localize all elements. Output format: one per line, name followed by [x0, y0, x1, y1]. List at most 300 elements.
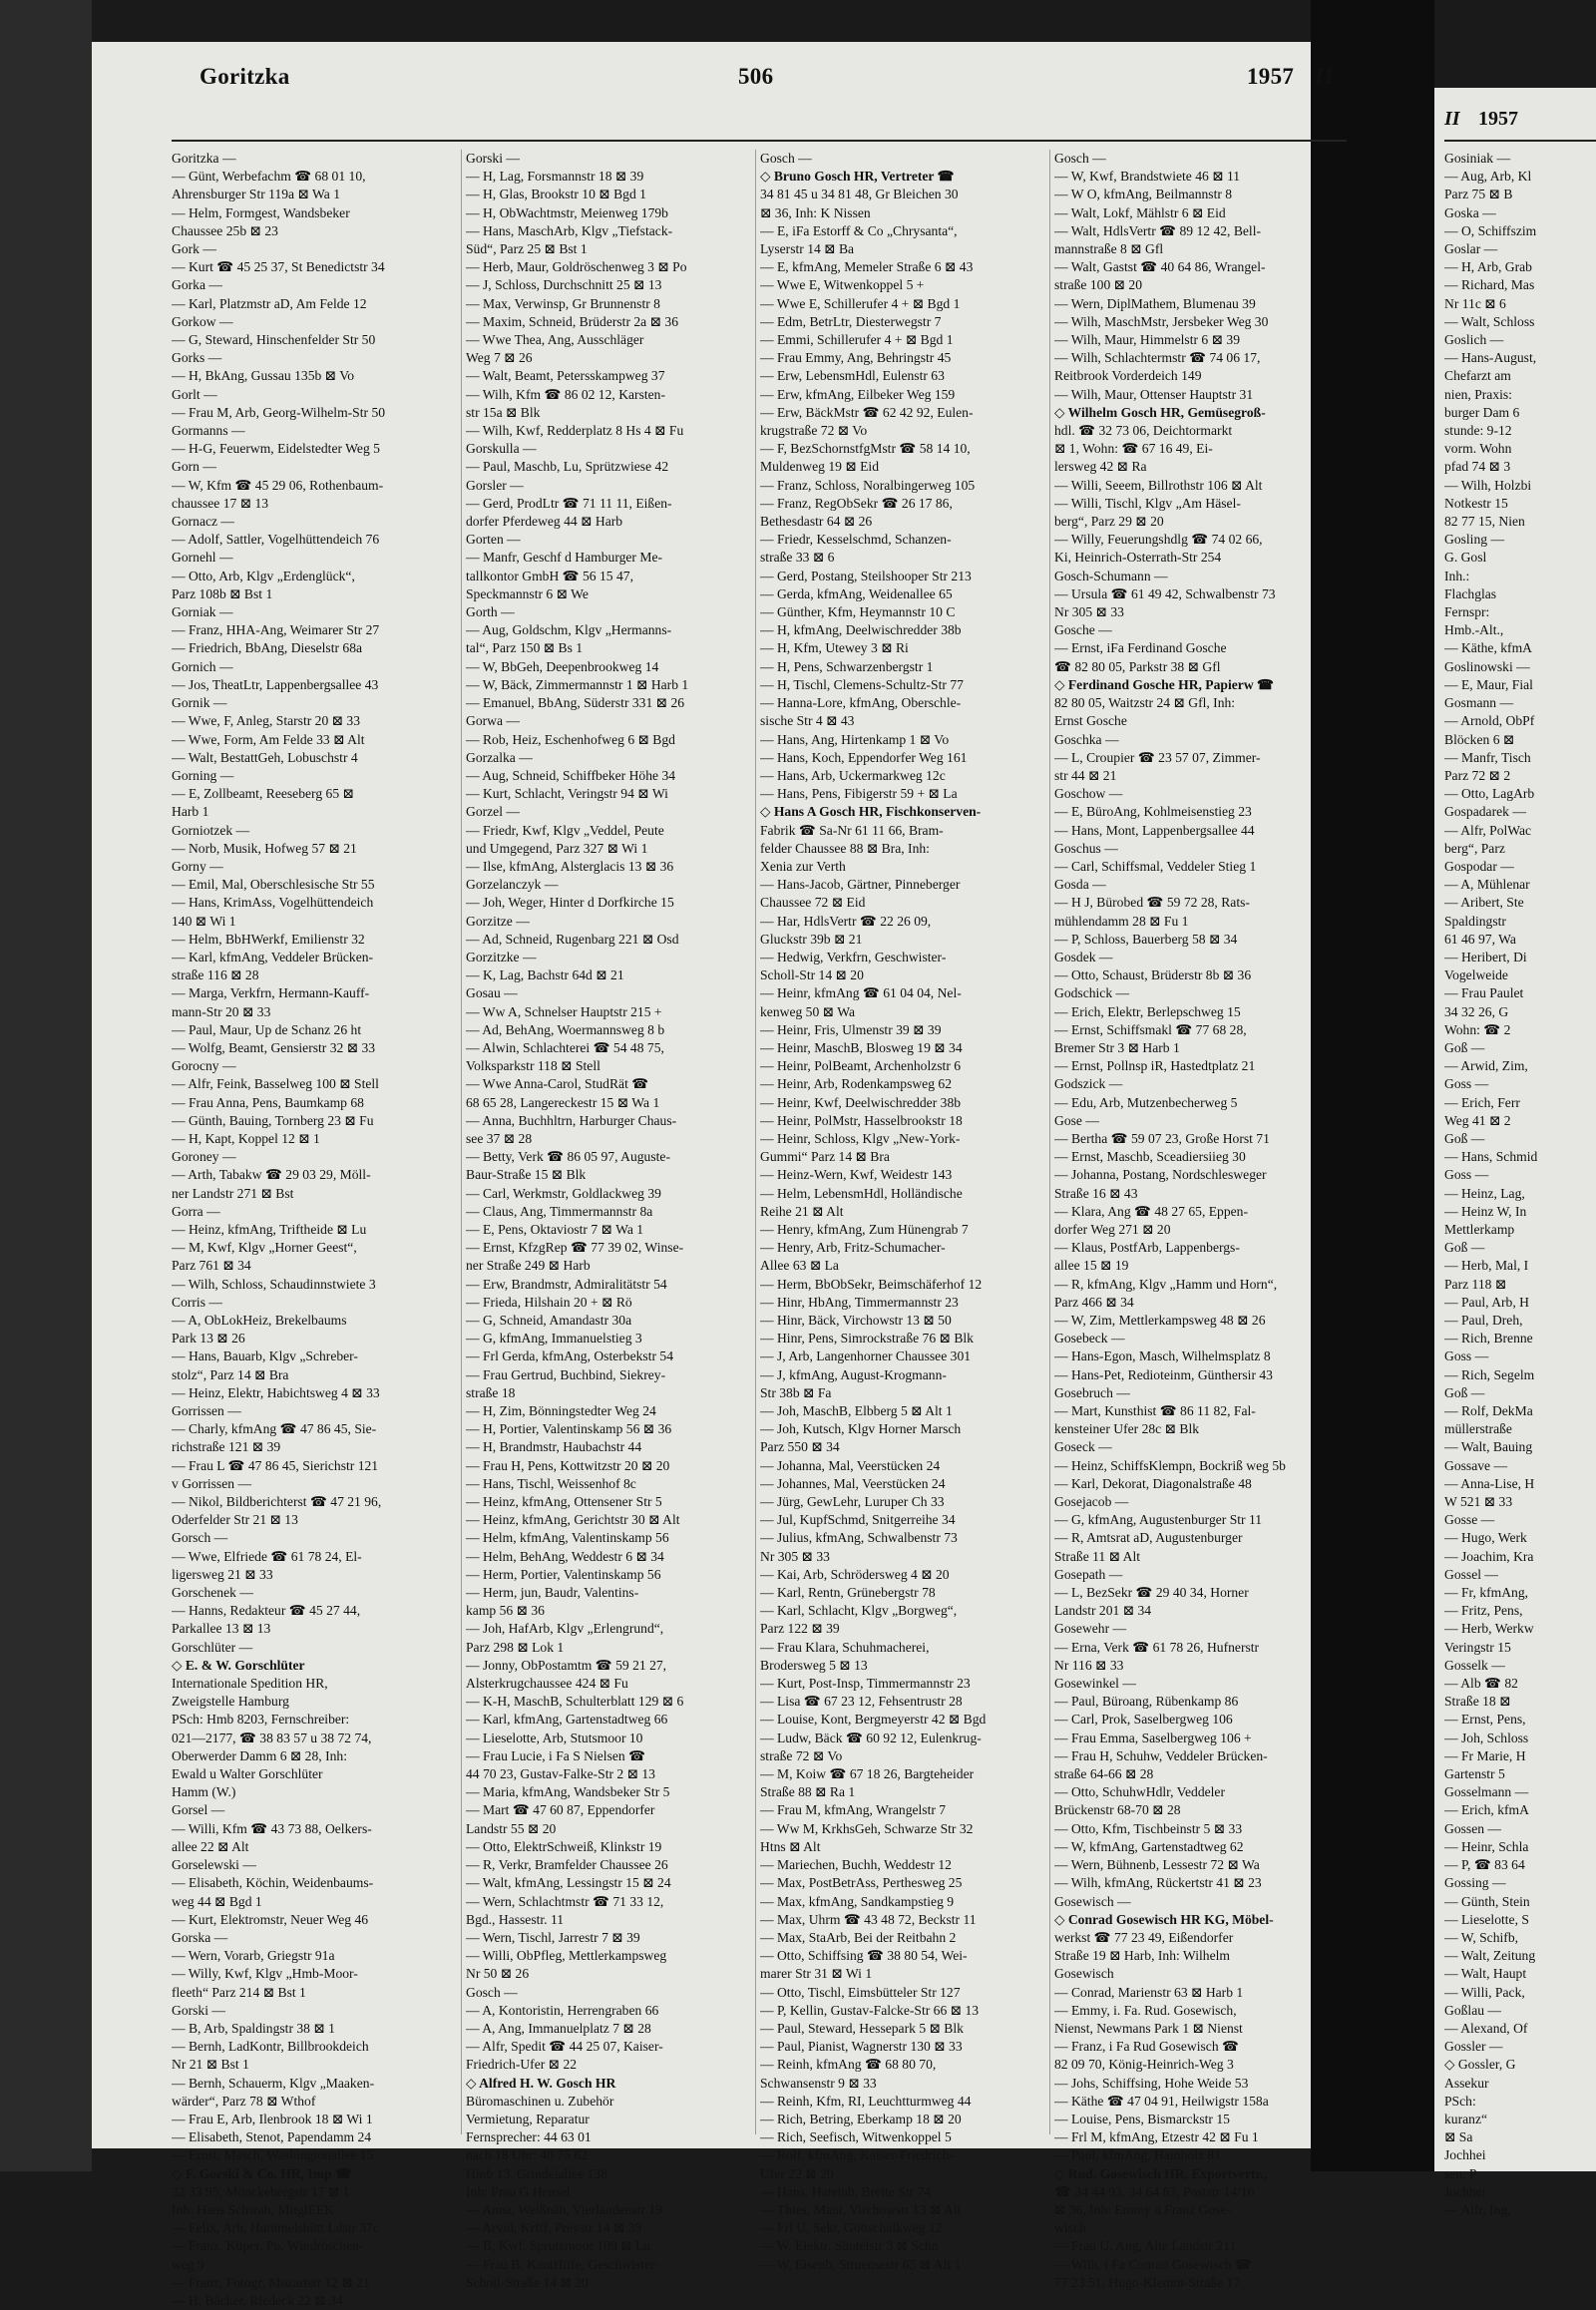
directory-line: — Wwe Anna-Carol, StudRät ☎: [466, 1076, 649, 1092]
directory-line: — P, Schloss, Bauerberg 58 ⊠ 34: [1054, 931, 1238, 947]
directory-line: — Jürg, GewLehr, Luruper Ch 33: [760, 1494, 945, 1510]
surname-heading: Gosselmann —: [1444, 1784, 1529, 1800]
surname-heading: Gosch —: [1054, 151, 1106, 166]
directory-line: — Marga, Verkfrn, Hermann-Kauff-: [172, 985, 370, 1001]
directory-line: — Wwe, F, Anleg, Starstr 20 ⊠ 33: [172, 713, 361, 729]
directory-line: — Frl U, Sekr, Gottschalkweg 12: [760, 2220, 943, 2236]
directory-line: — Heinz, kfmAng, Ottensener Str 5: [466, 1494, 662, 1510]
surname-heading: Gossel —: [1444, 1566, 1498, 1582]
directory-line: Volksparkstr 118 ⊠ Stell: [466, 1058, 600, 1074]
directory-line: — A, Kontoristin, Herrengraben 66: [466, 2002, 659, 2018]
directory-line: — Max, PostBetrAss, Perthesweg 25: [760, 1875, 963, 1891]
directory-line: — Wilh, Kwf, Redderplatz 8 Hs 4 ⊠ Fu: [466, 423, 684, 439]
directory-line: ☎ 34 44 93, 34 64 63, Poststr 14/16: [1054, 2183, 1255, 2199]
directory-line: — Emmi, Schillerufer 4 + ⊠ Bgd 1: [760, 332, 954, 348]
firm-entry: ◇ Gossler, G: [1444, 2057, 1516, 2073]
surname-heading: Gosselk —: [1444, 1657, 1505, 1673]
directory-line: — Rich, Betring, Eberkamp 18 ⊠ 20: [760, 2111, 962, 2126]
directory-line: — L, Croupier ☎ 23 57 07, Zimmer-: [1054, 749, 1261, 765]
directory-line: — Ernst, Schiffsmakl ☎ 77 68 28,: [1054, 1021, 1247, 1037]
directory-line: — Alfr, Spedit ☎ 44 25 07, Kaiser-: [466, 2039, 663, 2055]
directory-line: Assekur: [1444, 2075, 1489, 2091]
directory-line: — Heinr, Arb, Rodenkampsweg 62: [760, 1076, 953, 1092]
directory-line: Internationale Spedition HR,: [172, 1676, 328, 1692]
directory-line: — Wern, Schlachtmstr ☎ 71 33 12,: [466, 1893, 664, 1909]
directory-line: — Kurt, Elektromstr, Neuer Weg 46: [172, 1911, 369, 1927]
surname-heading: Gospodar —: [1444, 858, 1514, 874]
directory-line: Harb 1: [172, 804, 209, 820]
directory-line: — Wilh, Holzbi: [1444, 477, 1532, 493]
directory-line: — Carl, Werkmstr, Goldlackweg 39: [466, 1185, 661, 1201]
directory-line: — Alexand, Of: [1444, 2020, 1528, 2036]
directory-line: — W, Kfm ☎ 45 29 06, Rothenbaum-: [172, 477, 384, 493]
directory-line: — Willy, Kwf, Klgv „Hmb-Moor-: [172, 1966, 358, 1982]
surname-heading: v Gorrissen —: [172, 1475, 252, 1491]
directory-line: — Frau Lucie, i Fa S Nielsen ☎: [466, 1747, 646, 1763]
directory-line: 32 33 95, Mönckebergstr 17 ⊠ 1: [172, 2183, 350, 2199]
surname-heading: Gorski —: [172, 2002, 225, 2018]
directory-line: — Herm, jun, Baudr, Valentins-: [466, 1585, 639, 1601]
directory-line: — Hedwig, Verkfrn, Geschwister-: [760, 949, 947, 964]
directory-line: — J, kfmAng, August-Krogmann-: [760, 1366, 947, 1382]
surname-heading: Goschow —: [1054, 786, 1123, 802]
directory-line: — E, BüroAng, Kohlmeisenstieg 23: [1054, 804, 1252, 820]
directory-line: — Helm, LebensmHdl, Holländische: [760, 1185, 963, 1201]
surname-heading: Goschka —: [1054, 731, 1119, 747]
directory-line: — W, Elektr, Süntelstr 3 ⊠ Schn: [760, 2238, 939, 2254]
directory-line: — Heinz-Wern, Kwf, Weidestr 143: [760, 1167, 953, 1183]
directory-line: — Gerd, ProdLtr ☎ 71 11 11, Eißen-: [466, 495, 672, 511]
directory-line: — Karl, kfmAng, Gartenstadtweg 66: [466, 1712, 668, 1728]
surname-heading: Gosch —: [760, 151, 812, 166]
surname-heading: Goß —: [1444, 1240, 1485, 1256]
surname-heading: Gosch —: [466, 1984, 518, 2000]
directory-line: Htns ⊠ Alt: [760, 1838, 821, 1854]
directory-line: — P, Kellin, Gustav-Falcke-Str 66 ⊠ 13: [760, 2002, 980, 2018]
header-year: 1957: [1247, 64, 1295, 89]
directory-line: — E, Zollbeamt, Reeseberg 65 ⊠: [172, 786, 354, 802]
directory-line: Parkallee 13 ⊠ 13: [172, 1621, 271, 1637]
directory-line: — E, kfmAng, Memeler Straße 6 ⊠ 43: [760, 259, 974, 275]
surname-heading: Goroney —: [172, 1149, 236, 1165]
directory-line: — Aug, Schneid, Schiffbeker Höhe 34: [466, 767, 676, 783]
directory-line: — Hans, Schmid: [1444, 1149, 1538, 1165]
directory-line: — Fr, kfmAng,: [1444, 1585, 1529, 1601]
directory-line: — Hans, Koch, Eppendorfer Weg 161: [760, 749, 968, 765]
directory-line: Fernsprecher: 44 63 01: [466, 2129, 592, 2145]
directory-line: mannstraße 8 ⊠ Gfl: [1054, 241, 1164, 257]
directory-line: straße 33 ⊠ 6: [760, 550, 835, 566]
column-divider: [1049, 150, 1050, 2134]
directory-line: — Heinr, PolBeamt, Archenholzstr 6: [760, 1058, 962, 1074]
directory-line: — Louise, Pens, Bismarckstr 15: [1054, 2111, 1230, 2126]
surname-heading: Goss —: [1444, 1167, 1489, 1183]
directory-line: berg“, Parz: [1444, 840, 1505, 856]
directory-line: sen, P: [1444, 2165, 1477, 2181]
directory-line: — Conrad, Marienstr 63 ⊠ Harb 1: [1054, 1984, 1244, 2000]
directory-line: ligersweg 21 ⊠ 33: [172, 1566, 273, 1582]
directory-line: — Bernh, LadKontr, Billbrookdeich: [172, 2039, 369, 2055]
directory-line: — Herb, Maur, Goldröschenweg 3 ⊠ Po: [466, 259, 687, 275]
surname-heading: Gornik —: [172, 695, 227, 711]
directory-line: — Carl, Schiffsmal, Veddeler Stieg 1: [1054, 858, 1257, 874]
directory-line: — Otto, LagArb: [1444, 786, 1535, 802]
surname-heading: Gossen —: [1444, 1820, 1502, 1836]
directory-line: — R, Verkr, Bramfelder Chaussee 26: [466, 1857, 668, 1873]
directory-line: — Hans, Bauarb, Klgv „Schreber-: [172, 1348, 358, 1364]
directory-line: Jochhei: [1444, 2183, 1486, 2199]
directory-line: Lyserstr 14 ⊠ Ba: [760, 241, 855, 257]
firm-entry: ◇ Bruno Gosch HR, Vertreter ☎: [760, 169, 955, 185]
directory-line: weg 44 ⊠ Bgd 1: [172, 1893, 262, 1909]
directory-line: — Helm, BbHWerkf, Emilienstr 32: [172, 931, 365, 947]
directory-line: — E, Pens, Oktaviostr 7 ⊠ Wa 1: [466, 1221, 644, 1237]
directory-line: — J, Schloss, Durchschnitt 25 ⊠ 13: [466, 277, 662, 293]
directory-line: — Wern, DiplMathem, Blumenau 39: [1054, 295, 1256, 311]
surname-heading: Gorten —: [466, 532, 521, 548]
directory-line: Straße 18 ⊠: [1444, 1694, 1511, 1710]
directory-line: — Wilh, MaschMstr, Jersbeker Weg 30: [1054, 313, 1269, 329]
directory-line: — Karl, Platzmstr aD, Am Felde 12: [172, 295, 367, 311]
directory-line: — Karl, kfmAng, Veddeler Brücken-: [172, 949, 374, 964]
directory-line: — Helm, Formgest, Wandsbeker: [172, 204, 350, 220]
directory-line: — Willy, Feuerungshdlg ☎ 74 02 66,: [1054, 532, 1263, 548]
surname-heading: Gorsel —: [172, 1802, 225, 1818]
directory-line: — Claus, Ang, Timmermannstr 8a: [466, 1203, 653, 1219]
directory-line: — Ernst, KfzgRep ☎ 77 39 02, Winse-: [466, 1240, 684, 1256]
directory-line: straße 64-66 ⊠ 28: [1054, 1766, 1154, 1782]
directory-line: — Günt, Werbefachm ☎ 68 01 10,: [172, 169, 366, 185]
surname-heading: Gorocny —: [172, 1058, 236, 1074]
directory-line: — Hans, KrimAss, Vogelhüttendeich: [172, 895, 374, 911]
surname-heading: Gorselewski —: [172, 1857, 256, 1873]
directory-line: Parz 118 ⊠: [1444, 1276, 1507, 1292]
directory-line: — Jos, TheatLtr, Lappenbergsallee 43: [172, 676, 379, 692]
directory-line: — Ww A, Schnelser Hauptstr 215 +: [466, 1003, 662, 1019]
directory-line: — Paul, Büroang, Rübenkamp 86: [1054, 1694, 1239, 1710]
directory-line: — Otto, Arb, Klgv „Erdenglück“,: [172, 568, 355, 583]
directory-line: — Heinz, Elektr, Habichtsweg 4 ⊠ 33: [172, 1384, 380, 1400]
surname-heading: Gorkow —: [172, 313, 233, 329]
directory-line: — Heinr, kfmAng ☎ 61 04 04, Nel-: [760, 985, 962, 1001]
directory-line: — Joh, Weger, Hinter d Dorfkirche 15: [466, 895, 674, 911]
surname-heading: Gorning —: [172, 767, 234, 783]
directory-column-3: [760, 150, 1043, 2274]
directory-line: — Paul, Steward, Hessepark 5 ⊠ Blk: [760, 2020, 964, 2036]
surname-heading: Gosejacob —: [1054, 1494, 1129, 1510]
directory-line: fleeth“ Parz 214 ⊠ Bst 1: [172, 1984, 306, 2000]
surname-heading: Gosebeck —: [1054, 1331, 1125, 1347]
directory-line: — Joachim, Kra: [1444, 1548, 1534, 1564]
directory-line: kamp 56 ⊠ 36: [466, 1603, 545, 1619]
directory-line: — Friedrich, BbAng, Dieselstr 68a: [172, 640, 363, 656]
directory-line: — Käthe ☎ 47 04 91, Heilwigstr 158a: [1054, 2093, 1269, 2109]
directory-line: ner Straße 249 ⊠ Harb: [466, 1258, 591, 1274]
directory-line: — Frau Emmy, Ang, Behringstr 45: [760, 350, 952, 366]
directory-line: — Friedr, Kesselschmd, Schanzen-: [760, 532, 952, 548]
directory-line: Str 38b ⊠ Fa: [760, 1384, 832, 1400]
directory-line: — Emmy, i. Fa. Rud. Gosewisch,: [1054, 2002, 1237, 2018]
surname-heading: Goseck —: [1054, 1439, 1112, 1455]
directory-line: — Mart, Kunsthist ☎ 86 11 82, Fal-: [1054, 1403, 1256, 1419]
directory-line: Parz 108b ⊠ Bst 1: [172, 585, 273, 601]
directory-line: — Otto, ElektrSchweiß, Klinkstr 19: [466, 1838, 662, 1854]
directory-line: Weg 41 ⊠ 2: [1444, 1112, 1511, 1128]
firm-entry: ◇ E. & W. Gorschlüter: [172, 1657, 305, 1673]
directory-line: — Klara, Ang ☎ 48 27 65, Eppen-: [1054, 1203, 1248, 1219]
surname-heading: Goß —: [1444, 1039, 1485, 1055]
directory-column-4: [1054, 150, 1338, 2292]
directory-line: Ahrensburger Str 119a ⊠ Wa 1: [172, 187, 340, 202]
directory-line: — Wilh, Schlachtermstr ☎ 74 06 17,: [1054, 350, 1261, 366]
surname-heading: Gorka —: [172, 277, 222, 293]
directory-line: Oderfelder Str 21 ⊠ 13: [172, 1512, 298, 1528]
directory-line: — Walt, Schloss: [1444, 313, 1535, 329]
directory-line: — Frau Anna, Pens, Baumkamp 68: [172, 1094, 364, 1110]
directory-line: vorm. Wohn: [1444, 441, 1512, 457]
directory-line: Brückenstr 68-70 ⊠ 28: [1054, 1802, 1181, 1818]
directory-line: — W, kfmAng, Gartenstadtweg 62: [1054, 1838, 1244, 1854]
directory-line: — Alfr, Feink, Basselweg 100 ⊠ Stell: [172, 1076, 379, 1092]
directory-line: — Frau E, Arb, Ilenbrook 18 ⊠ Wi 1: [172, 2111, 373, 2126]
directory-line: — Arnold, ObPf: [1444, 713, 1535, 729]
surname-heading: Gosling —: [1444, 532, 1505, 548]
surname-heading: Goßlau —: [1444, 2002, 1502, 2018]
directory-line: — Walt, Haupt: [1444, 1966, 1527, 1982]
surname-heading: Gorschlüter —: [172, 1639, 253, 1655]
directory-line: — Heinz, kfmAng, Triftheide ⊠ Lu: [172, 1221, 367, 1237]
directory-line: Reitbrook Vorderdeich 149: [1054, 368, 1202, 384]
directory-line: — W, Schifb,: [1444, 1929, 1519, 1945]
directory-line: — K, Lag, Bachstr 64d ⊠ 21: [466, 967, 624, 983]
surname-heading: Gorzel —: [466, 804, 520, 820]
directory-line: — Helm, BehAng, Weddestr 6 ⊠ 34: [466, 1548, 664, 1564]
directory-line: Scholl-Str 14 ⊠ 20: [760, 967, 864, 983]
directory-line: Parz 298 ⊠ Lok 1: [466, 1639, 565, 1655]
directory-line: — Paul, Dreh,: [1444, 1313, 1523, 1328]
surname-heading: Gorsler —: [466, 477, 524, 493]
directory-line: Wohn: ☎ 2: [1444, 1021, 1511, 1037]
surname-heading: Gosiniak —: [1444, 151, 1511, 166]
directory-line: 82 09 70, König-Heinrich-Weg 3: [1054, 2057, 1234, 2073]
directory-line: — Elisabeth, Stenot, Papendamm 24: [172, 2129, 372, 2145]
directory-line: PSch: Hmb 8203, Fernschreiber:: [172, 1712, 350, 1728]
directory-line: — Ludw, Bäck ☎ 60 92 12, Eulenkrug-: [760, 1730, 982, 1745]
directory-line: stunde: 9-12: [1444, 423, 1512, 439]
directory-line: — Willi, Pack,: [1444, 1984, 1525, 2000]
directory-line: Park 13 ⊠ 26: [172, 1331, 245, 1347]
directory-line: Gosewisch: [1054, 1966, 1114, 1982]
directory-line: — Maxim, Schneid, Brüderstr 2a ⊠ 36: [466, 313, 678, 329]
directory-line: nach 18 Uhr: 40 75 62: [466, 2147, 588, 2163]
directory-line: — Otto, SchuhwHdlr, Veddeler: [1054, 1784, 1225, 1800]
directory-line: — Alwin, Schlachterei ☎ 54 48 75,: [466, 1039, 664, 1055]
directory-line: — Edu, Arb, Mutzenbecherweg 5: [1054, 1094, 1238, 1110]
directory-line: burger Dam 6: [1444, 404, 1520, 420]
directory-line: — Wern, Bühnenb, Lessestr 72 ⊠ Wa: [1054, 1857, 1260, 1873]
surname-heading: Goß —: [1444, 1130, 1485, 1146]
directory-line: — Arwid, Zim,: [1444, 1058, 1528, 1074]
directory-line: W 521 ⊠ 33: [1444, 1494, 1513, 1510]
directory-line: — Har, HdlsVertr ☎ 22 26 09,: [760, 913, 932, 929]
directory-line: — Hinr, HbAng, Timmermannstr 23: [760, 1294, 959, 1310]
directory-line: — Karl, Dekorat, Diagonalstraße 48: [1054, 1475, 1252, 1491]
directory-line: chaussee 17 ⊠ 13: [172, 495, 269, 511]
directory-line: stolz“, Parz 14 ⊠ Bra: [172, 1366, 289, 1382]
surname-heading: Gorwa —: [466, 713, 520, 729]
directory-line: — Erich, kfmA: [1444, 1802, 1529, 1818]
directory-line: — H-G, Feuerwm, Eidelstedter Weg 5: [172, 441, 380, 457]
directory-line: 68 65 28, Langereckestr 15 ⊠ Wa 1: [466, 1094, 660, 1110]
directory-line: lersweg 42 ⊠ Ra: [1054, 459, 1147, 475]
directory-line: — G, kfmAng, Augustenburger Str 11: [1054, 1512, 1263, 1528]
directory-line: — Heinr, Fris, Ulmenstr 39 ⊠ 39: [760, 1021, 942, 1037]
directory-line: — R, kfmAng, Klgv „Hamm und Horn“,: [1054, 1276, 1278, 1292]
surname-heading: Gorski —: [466, 151, 520, 166]
directory-line: — Louise, Kont, Bergmeyerstr 42 ⊠ Bgd: [760, 1712, 987, 1728]
surname-heading: Gosche —: [1054, 622, 1112, 638]
directory-line: — R, Amtsrat aD, Augustenburger: [1054, 1530, 1243, 1546]
surname-heading: Gorra —: [172, 1203, 220, 1219]
directory-line: straße 72 ⊠ Vo: [760, 1747, 843, 1763]
directory-line: — Gerd, Postang, Steilshooper Str 213: [760, 568, 972, 583]
directory-line: — Frau L ☎ 47 86 45, Sierichstr 121: [172, 1457, 379, 1473]
directory-line: — Erich, Elektr, Berlepschweg 15: [1054, 1003, 1241, 1019]
surname-heading: Gorn —: [172, 459, 216, 475]
surname-heading: Gorrissen —: [172, 1403, 241, 1419]
directory-line: allee 22 ⊠ Alt: [172, 1838, 249, 1854]
directory-line: — Heinz, Lag,: [1444, 1185, 1525, 1201]
surname-heading: Goslinowski —: [1444, 658, 1530, 674]
directory-line: — W, Bäck, Zimmermannstr 1 ⊠ Harb 1: [466, 676, 689, 692]
directory-line: — Frieda, Hilshain 20 + ⊠ Rö: [466, 1294, 632, 1310]
directory-line: — H, Lag, Forsmannstr 18 ⊠ 39: [466, 169, 644, 185]
directory-line: — Max, Uhrm ☎ 43 48 72, Beckstr 11: [760, 1911, 977, 1927]
directory-line: — W, Eisenb, Struensestr 65 ⊠ Alt 1: [760, 2256, 962, 2272]
directory-line: — J, Arb, Langenhorner Chaussee 301: [760, 1348, 972, 1364]
directory-line: — Frau Klara, Schuhmacherei,: [760, 1639, 930, 1655]
directory-line: straße 116 ⊠ 28: [172, 967, 259, 983]
directory-line: — Walt, kfmAng, Lessingstr 15 ⊠ 24: [466, 1875, 671, 1891]
directory-line: — Wwe, Elfriede ☎ 61 78 24, El-: [172, 1548, 362, 1564]
surname-heading: Godszick —: [1054, 1076, 1123, 1092]
directory-line: — Lisa ☎ 67 23 12, Fehsentrustr 28: [760, 1694, 963, 1710]
directory-line: Landstr 55 ⊠ 20: [466, 1820, 557, 1836]
directory-line: — Frau Gertrud, Buchbind, Siekrey-: [466, 1366, 666, 1382]
directory-line: — Johanna, Mal, Veerstücken 24: [760, 1457, 941, 1473]
directory-line: Chefarzt am: [1444, 368, 1511, 384]
directory-line: — Carl, Prok, Saselbergweg 106: [1054, 1712, 1233, 1728]
directory-line: — O, Schiffszim: [1444, 222, 1537, 238]
directory-line: — Hans, MaschArb, Klgv „Tiefstack-: [466, 222, 673, 238]
directory-line: — Günth, Bauing, Tornberg 23 ⊠ Fu: [172, 1112, 374, 1128]
directory-line: — Wern, Tischl, Jarrestr 7 ⊠ 39: [466, 1929, 640, 1945]
directory-line: Straße 88 ⊠ Ra 1: [760, 1784, 856, 1800]
directory-line: — Käthe, kfmA: [1444, 640, 1532, 656]
directory-line: Inh: Frau G Hensel: [466, 2183, 571, 2199]
directory-line: — Aribert, Ste: [1444, 895, 1524, 911]
surname-heading: Gorniak —: [172, 604, 233, 620]
directory-line: — Arvid, Krfff, Preystr 14 ⊠ 39: [466, 2220, 642, 2236]
directory-line: Süd“, Parz 25 ⊠ Bst 1: [466, 241, 588, 257]
directory-line: — Richard, Mas: [1444, 277, 1535, 293]
directory-line: — Aug, Arb, Kl: [1444, 169, 1532, 185]
directory-line: — Franz, HHA-Ang, Weimarer Str 27: [172, 622, 380, 638]
directory-line: Nr 50 ⊠ 26: [466, 1966, 530, 1982]
directory-line: — Anna-Lise, H: [1444, 1475, 1535, 1491]
surname-heading: Goß —: [1444, 1384, 1485, 1400]
directory-line: Brodersweg 5 ⊠ 13: [760, 1657, 868, 1673]
directory-line: ⊠ Sa: [1444, 2129, 1473, 2145]
surname-heading: Gorska —: [172, 1929, 228, 1945]
directory-line: PSch:: [1444, 2093, 1476, 2109]
directory-line: — Felix, Arb, Hummelsbütt Ldstr 37c: [172, 2220, 380, 2236]
firm-entry: ◇ Hans A Gosch HR, Fischkonserven-: [760, 804, 982, 820]
directory-column-2: [466, 150, 749, 2292]
directory-line: Hmb.-Alt.,: [1444, 622, 1504, 638]
directory-line: — Walt, Gastst ☎ 40 64 86, Wrangel-: [1054, 259, 1266, 275]
surname-heading: Gosewisch —: [1054, 1893, 1131, 1909]
directory-line: ⊠ 1, Wohn: ☎ 67 16 49, Ei-: [1054, 441, 1213, 457]
directory-line: — Joh, Schloss: [1444, 1730, 1529, 1745]
directory-line: — Betty, Verk ☎ 86 05 97, Auguste-: [466, 1149, 670, 1165]
directory-line: — Heinz W, In: [1444, 1203, 1527, 1219]
directory-line: — Jonny, ObPostamtm ☎ 59 21 27,: [466, 1657, 667, 1673]
directory-line: — H, Brandmstr, Haubachstr 44: [466, 1439, 642, 1455]
directory-line: — F, BezSchornstfgMstr ☎ 58 14 10,: [760, 441, 971, 457]
directory-line: — Walt, Bauing: [1444, 1439, 1533, 1455]
header-rule: [172, 140, 1347, 142]
directory-line: — Fr Marie, H: [1444, 1747, 1526, 1763]
directory-line: — Ad, BehAng, Woermannsweg 8 b: [466, 1021, 665, 1037]
directory-line: — Joh, Kutsch, Klgv Horner Marsch: [760, 1421, 962, 1437]
directory-line: — Kai, Arb, Schrödersweg 4 ⊠ 20: [760, 1566, 950, 1582]
directory-line: — Rolf, kfmAng, Kaiser-Friedrich-: [760, 2147, 955, 2163]
surname-heading: Godschick —: [1054, 985, 1130, 1001]
strip-year: 1957: [1478, 108, 1518, 130]
directory-line: — Ww M, KrkhsGeh, Schwarze Str 32: [760, 1820, 974, 1836]
directory-line: straße 100 ⊠ 20: [1054, 277, 1143, 293]
directory-line: mühlendamm 28 ⊠ Fu 1: [1054, 913, 1189, 929]
directory-line: — Heinr, Schla: [1444, 1838, 1529, 1854]
directory-line: Bremer Str 3 ⊠ Harb 1: [1054, 1039, 1180, 1055]
directory-line: — Bertha ☎ 59 07 23, Große Horst 71: [1054, 1130, 1270, 1146]
directory-line: 82 80 05, Waitzstr 24 ⊠ Gfl, Inh:: [1054, 695, 1236, 711]
directory-line: — Heinz, SchiffsKlempn, Bockriß weg 5b: [1054, 1457, 1286, 1473]
directory-line: — Willi, Tischl, Klgv „Am Häsel-: [1054, 495, 1241, 511]
directory-line: — Lieselotte, S: [1444, 1911, 1529, 1927]
directory-line: — H, Arb, Grab: [1444, 259, 1532, 275]
directory-line: — Max, StaArb, Bei der Reitbahn 2: [760, 1929, 957, 1945]
surname-heading: Gose —: [1054, 1112, 1099, 1128]
surname-heading: Gorniotzek —: [172, 822, 250, 838]
directory-line: — Walt, Beamt, Petersskampweg 37: [466, 368, 665, 384]
directory-line: Parz 122 ⊠ 39: [760, 1621, 840, 1637]
directory-line: — Wwe Thea, Ang, Ausschläger: [466, 332, 644, 348]
directory-line: — Walt, Lokf, Mählstr 6 ⊠ Eid: [1054, 204, 1226, 220]
directory-line: — Karl, Rentn, Grünebergstr 78: [760, 1585, 936, 1601]
directory-line: Landstr 201 ⊠ 34: [1054, 1603, 1152, 1619]
directory-line: Straße 19 ⊠ Harb, Inh: Wilhelm: [1054, 1948, 1230, 1964]
directory-line: 34 81 45 u 34 81 48, Gr Bleichen 30: [760, 187, 959, 202]
surname-heading: Gosmann —: [1444, 695, 1514, 711]
directory-line: Parz 75 ⊠ B: [1444, 187, 1513, 202]
directory-line: — Otto, Schiffsing ☎ 38 80 54, Wei-: [760, 1948, 968, 1964]
directory-line: 82 77 15, Nien: [1444, 514, 1525, 530]
directory-line: — P, ☎ 83 64: [1444, 1857, 1525, 1873]
directory-line: Hmb 13, Grindelallee 138: [466, 2165, 607, 2181]
directory-line: — Norb, Musik, Hofweg 57 ⊠ 21: [172, 840, 357, 856]
